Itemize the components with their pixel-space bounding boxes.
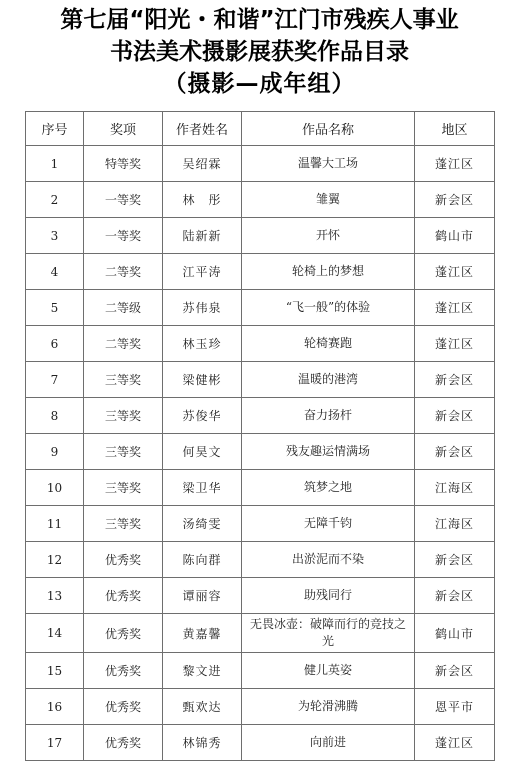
table-row — [26, 326, 495, 362]
cell-work: 为轮滑沸腾 — [242, 689, 415, 725]
cell-author: 江平涛 — [163, 254, 242, 290]
cell-author: 陆新新 — [163, 218, 242, 254]
cell-award: 优秀奖 — [84, 725, 163, 761]
cell-region: 鹤山市 — [415, 218, 495, 254]
cell-author: 林 彤 — [163, 182, 242, 218]
cell-author: 林锦秀 — [163, 725, 242, 761]
cell-work: 奋力扬杆 — [242, 398, 415, 434]
cell-award: 特等奖 — [84, 146, 163, 182]
cell-work: “飞一般”的体验 — [242, 290, 415, 326]
cell-author: 陈向群 — [163, 542, 242, 578]
cell-award: 一等奖 — [84, 218, 163, 254]
cell-region: 江海区 — [415, 470, 495, 506]
cell-serial: 16 — [26, 689, 84, 725]
cell-award: 一等奖 — [84, 182, 163, 218]
cell-award: 优秀奖 — [84, 689, 163, 725]
table-row — [26, 362, 495, 398]
cell-work: 开怀 — [242, 218, 415, 254]
cell-serial: 3 — [26, 218, 84, 254]
table-row — [26, 653, 495, 689]
cell-region: 新会区 — [415, 653, 495, 689]
cell-serial: 12 — [26, 542, 84, 578]
cell-work: 筑梦之地 — [242, 470, 415, 506]
cell-serial: 7 — [26, 362, 84, 398]
cell-serial: 13 — [26, 578, 84, 614]
table-row — [26, 614, 495, 653]
cell-award: 二等奖 — [84, 254, 163, 290]
table-row — [26, 146, 495, 182]
cell-author: 何昊文 — [163, 434, 242, 470]
title-line-1: 第七届“阳光・和谐”江门市残疾人事业 — [60, 7, 459, 33]
cell-region: 新会区 — [415, 542, 495, 578]
header-author: 作者姓名 — [163, 112, 242, 146]
cell-work: 温馨大工场 — [242, 146, 415, 182]
cell-serial: 17 — [26, 725, 84, 761]
cell-serial: 1 — [26, 146, 84, 182]
cell-region: 新会区 — [415, 434, 495, 470]
document-title — [0, 4, 519, 100]
cell-region: 蓬江区 — [415, 146, 495, 182]
cell-region: 江海区 — [415, 506, 495, 542]
cell-author: 苏俊华 — [163, 398, 242, 434]
cell-work: 雏翼 — [242, 182, 415, 218]
cell-author: 甄欢达 — [163, 689, 242, 725]
cell-region: 恩平市 — [415, 689, 495, 725]
cell-region: 蓬江区 — [415, 254, 495, 290]
cell-work: 无障千钧 — [242, 506, 415, 542]
cell-work: 助残同行 — [242, 578, 415, 614]
table-row — [26, 182, 495, 218]
cell-author: 谭丽容 — [163, 578, 242, 614]
cell-region: 新会区 — [415, 182, 495, 218]
cell-serial: 8 — [26, 398, 84, 434]
cell-award: 三等奖 — [84, 506, 163, 542]
cell-serial: 9 — [26, 434, 84, 470]
table-row — [26, 725, 495, 761]
cell-work: 轮椅赛跑 — [242, 326, 415, 362]
title-line-3: （摄影—成年组） — [163, 71, 356, 97]
table-row — [26, 434, 495, 470]
cell-serial: 6 — [26, 326, 84, 362]
cell-region: 蓬江区 — [415, 290, 495, 326]
cell-serial: 11 — [26, 506, 84, 542]
cell-award: 二等奖 — [84, 326, 163, 362]
cell-author: 黄嘉馨 — [163, 614, 242, 653]
cell-author: 黎文进 — [163, 653, 242, 689]
cell-author: 吴绍霖 — [163, 146, 242, 182]
cell-author: 梁卫华 — [163, 470, 242, 506]
table-row — [26, 470, 495, 506]
table-row — [26, 398, 495, 434]
award-table-container — [25, 111, 494, 761]
cell-award: 三等奖 — [84, 362, 163, 398]
title-line-2: 书法美术摄影展获奖作品目录 — [110, 39, 409, 65]
cell-serial: 4 — [26, 254, 84, 290]
cell-work: 出淤泥而不染 — [242, 542, 415, 578]
cell-region: 新会区 — [415, 398, 495, 434]
cell-serial: 10 — [26, 470, 84, 506]
cell-region: 新会区 — [415, 578, 495, 614]
table-row — [26, 218, 495, 254]
cell-author: 梁健彬 — [163, 362, 242, 398]
cell-work: 温暖的港湾 — [242, 362, 415, 398]
table-row — [26, 506, 495, 542]
header-region: 地区 — [415, 112, 495, 146]
cell-award: 三等奖 — [84, 398, 163, 434]
cell-award: 优秀奖 — [84, 578, 163, 614]
cell-award: 二等级 — [84, 290, 163, 326]
cell-award: 优秀奖 — [84, 542, 163, 578]
header-work: 作品名称 — [242, 112, 415, 146]
cell-award: 优秀奖 — [84, 614, 163, 653]
cell-work: 残友趣运情满场 — [242, 434, 415, 470]
cell-award: 三等奖 — [84, 434, 163, 470]
cell-author: 苏伟泉 — [163, 290, 242, 326]
cell-author: 汤绮雯 — [163, 506, 242, 542]
table-header-row — [26, 112, 495, 146]
header-serial: 序号 — [26, 112, 84, 146]
cell-serial: 5 — [26, 290, 84, 326]
table-row — [26, 542, 495, 578]
cell-region: 鹤山市 — [415, 614, 495, 653]
cell-region: 蓬江区 — [415, 725, 495, 761]
cell-award: 优秀奖 — [84, 653, 163, 689]
table-row — [26, 578, 495, 614]
award-table — [25, 111, 495, 761]
table-row — [26, 689, 495, 725]
cell-region: 蓬江区 — [415, 326, 495, 362]
header-award: 奖项 — [84, 112, 163, 146]
cell-work: 向前进 — [242, 725, 415, 761]
cell-award: 三等奖 — [84, 470, 163, 506]
cell-work: 健儿英姿 — [242, 653, 415, 689]
table-row — [26, 290, 495, 326]
cell-work: 轮椅上的梦想 — [242, 254, 415, 290]
cell-author: 林玉珍 — [163, 326, 242, 362]
cell-serial: 15 — [26, 653, 84, 689]
cell-work: 无畏冰壶：破障而行的竞技之光 — [242, 614, 415, 653]
cell-region: 新会区 — [415, 362, 495, 398]
table-row — [26, 254, 495, 290]
cell-serial: 14 — [26, 614, 84, 653]
cell-serial: 2 — [26, 182, 84, 218]
